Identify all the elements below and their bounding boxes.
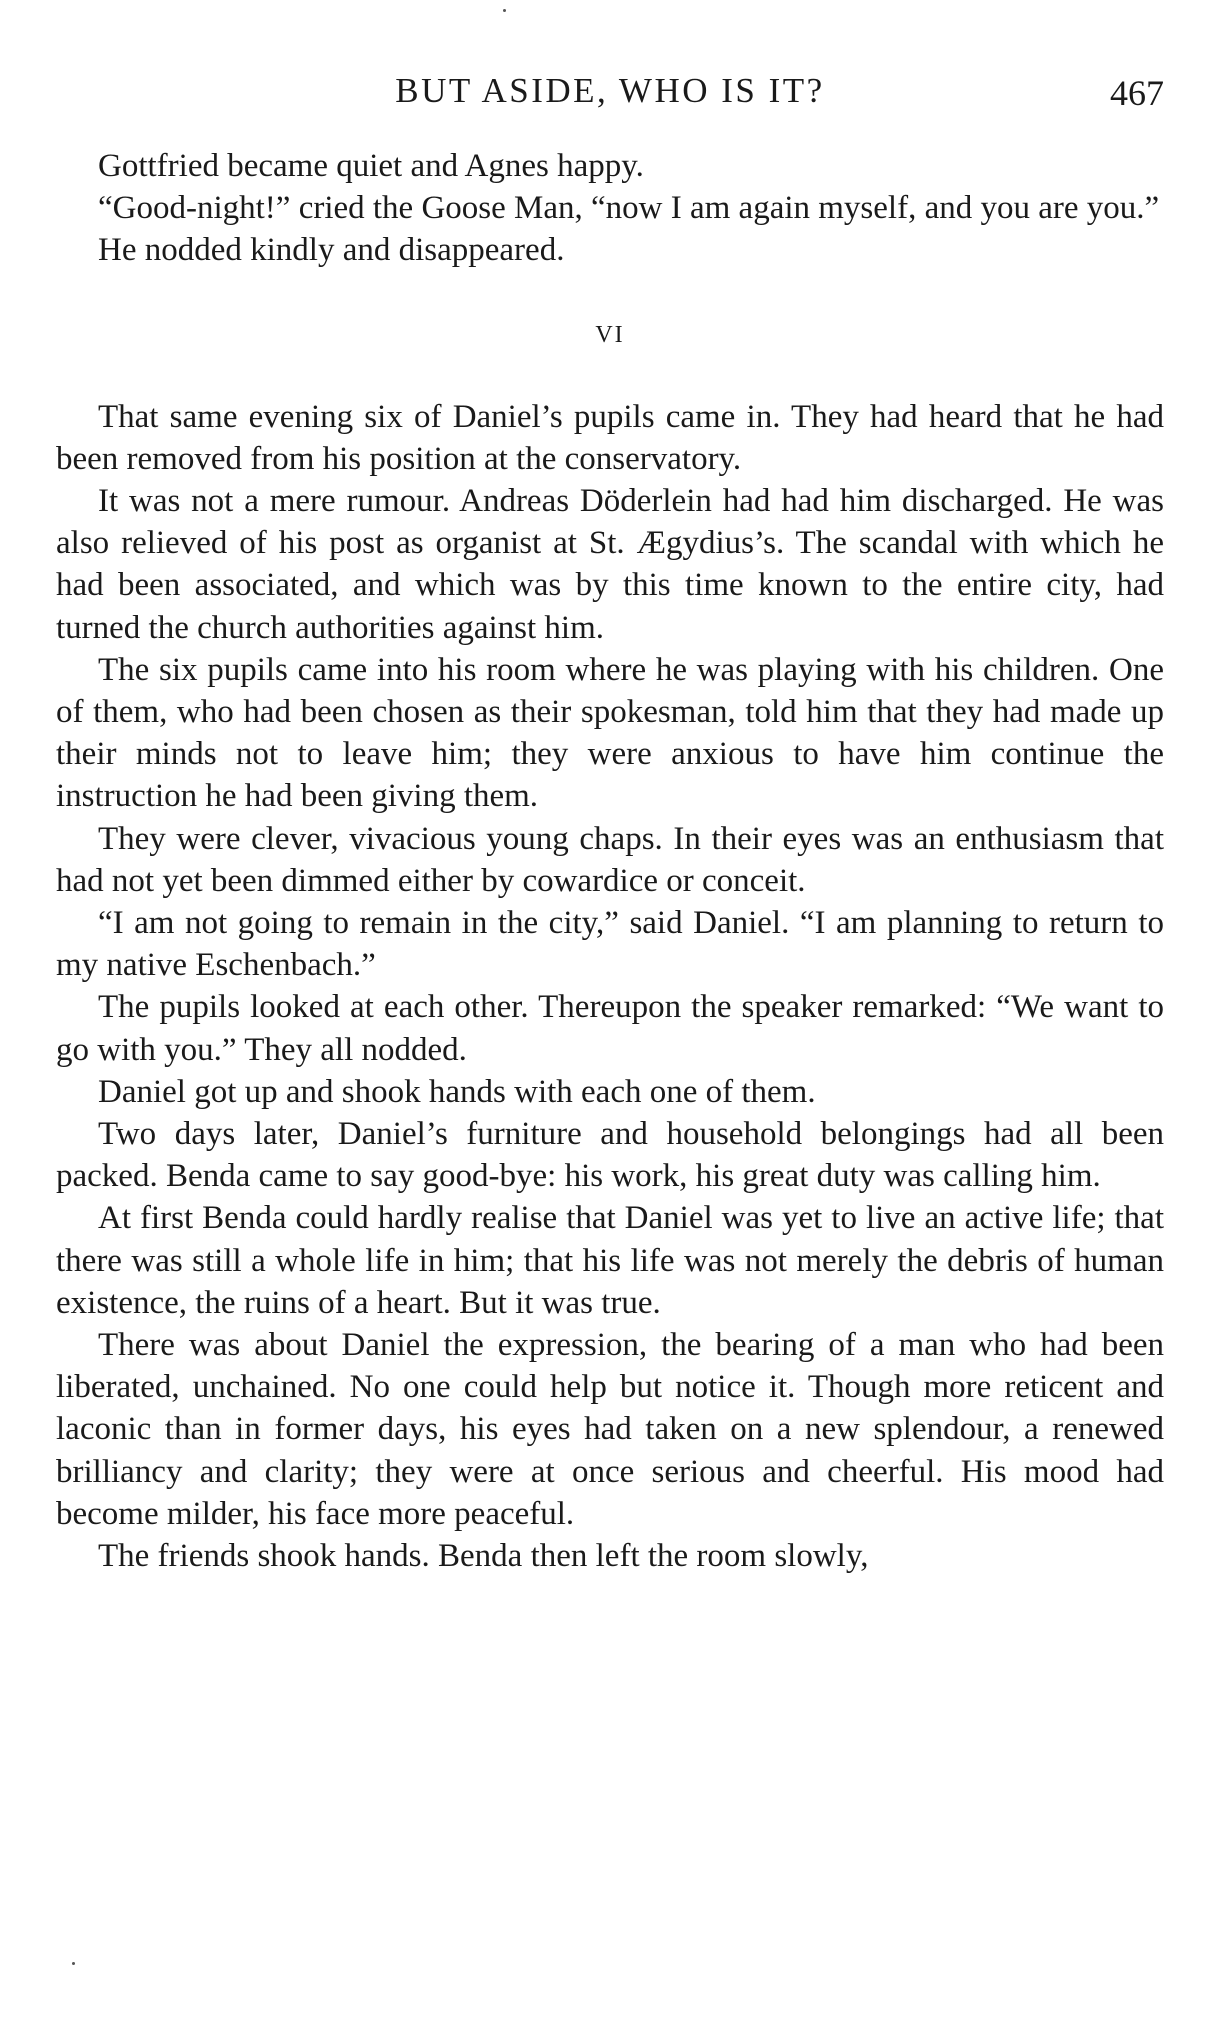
paragraph: At first Benda could hardly realise that Daniel was yet to live an active life; that there was still a whole life in him; that his life was not merely the debris of human existence, the ruins of a heart. But it was true.: [56, 1200, 1164, 1321]
paragraph: He nodded kindly and disappeared.: [98, 232, 565, 269]
paragraph: “Good-night!” cried the Goose Man, “now I am again myself, and you are you.”: [98, 190, 1160, 227]
paragraph: The friends shook hands. Benda then left the room slowly,: [98, 1538, 869, 1575]
paragraph: The pupils looked at each other. Thereupon the speaker remarked: “We want to go with you.” They all nodded.: [56, 989, 1164, 1068]
paragraph: “I am not going to remain in the city,” said Daniel. “I am planning to return to my native Eschenbach.”: [56, 905, 1164, 984]
page-number: 467: [1110, 73, 1164, 113]
paragraph: Daniel got up and shook hands with each one of them.: [98, 1073, 816, 1110]
paragraph: There was about Daniel the expression, the bearing of a man who had been liberated, unchained. No one could help but notice it. Though more reticent and laconic than in former days, his eyes had taken on a new splendour, a renewed brilliancy and clarity; they were at once serious and cheerful. His mood had become milder, his face more peaceful.: [56, 1327, 1164, 1532]
paragraph: They were clever, vivacious young chaps. In their eyes was an enthusiasm that had not yet been dimmed either by cowardice or conceit.: [56, 820, 1164, 899]
body-text: [56, 145, 1164, 1577]
print-speck: [72, 1962, 75, 1965]
paragraph: Gottfried became quiet and Agnes happy.: [98, 148, 644, 184]
running-head: [56, 66, 1164, 116]
paragraph: That same evening six of Daniel’s pupils came in. They had heard that he had been removed from his position at the conservatory.: [56, 398, 1164, 477]
section-heading: VI: [595, 321, 625, 348]
paragraph: The six pupils came into his room where he was playing with his children. One of them, who had been chosen as their spokesman, told him that they had made up their minds not to leave him; they were anxious to have him continue the instruction he had been giving them.: [56, 651, 1164, 815]
print-speck: [503, 9, 506, 12]
paragraph: Two days later, Daniel’s furniture and household belongings had all been packed. Benda came to say good-bye: his work, his great duty was calling him.: [56, 1116, 1164, 1195]
paragraph: It was not a mere rumour. Andreas Döderlein had had him discharged. He was also relieved of his post as organist at St. Ægydius’s. The scandal with which he had been associated, and which was by this time known to the entire city, had turned the church authorities against him.: [56, 483, 1164, 646]
running-title: BUT ASIDE, WHO IS IT?: [395, 71, 825, 110]
